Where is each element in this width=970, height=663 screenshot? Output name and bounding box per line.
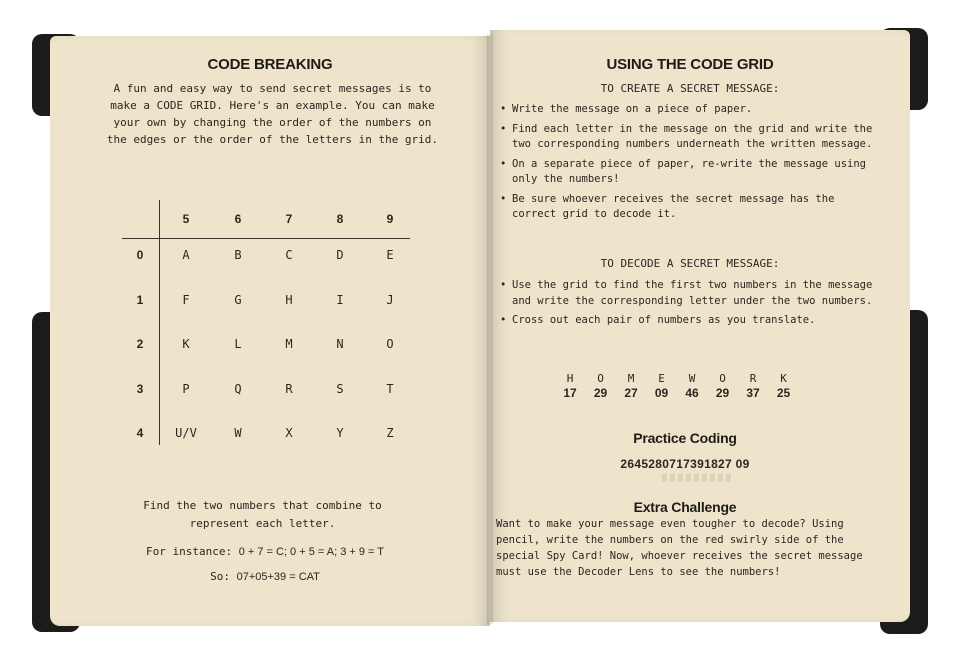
practice-code: 2645280717391827 09 (620, 457, 750, 471)
challenge-paragraph: Want to make your message even tougher to decode? Using pencil, write the numbers on the red swirly side of the special Spy Card! Now, whoever receives the secret message must use the Decoder Lens to see the numbers! (496, 518, 863, 578)
faint-hidden-numbers (662, 474, 732, 482)
grid-row-header: 2 (136, 337, 144, 351)
list-item: • On a separate piece of paper, re-write the message using only the numbers! (500, 157, 880, 188)
practice-title: Practice Coding (633, 430, 737, 446)
find-numbers-text: Find the two numbers that combine to represent each letter. (143, 499, 382, 530)
challenge-title: Extra Challenge (633, 499, 737, 515)
grid-cell: Q (234, 382, 242, 396)
grid-vertical-line (159, 200, 160, 445)
right-page-title: USING THE CODE GRID (606, 56, 774, 73)
example-letter-pair (677, 372, 707, 400)
example-letter-pair (586, 372, 616, 400)
grid-cell: I (336, 293, 344, 307)
decode-steps-list (500, 278, 880, 333)
so-values: 07+05+39 = CAT (236, 571, 320, 583)
list-item: • Find each letter in the message on the grid and write the two corresponding numbers underneath the written message. (500, 122, 880, 153)
grid-cell: M (285, 337, 293, 351)
grid-row-header: 1 (136, 293, 144, 307)
example-prefix: For instance: (145, 545, 233, 558)
example-letter: E (658, 372, 665, 385)
grid-cell: Z (386, 426, 394, 440)
example-number: 25 (776, 386, 791, 400)
example-number: 37 (746, 386, 760, 400)
grid-column-header: 7 (285, 212, 293, 226)
example-number: 29 (715, 386, 730, 400)
grid-cell: N (336, 337, 344, 351)
grid-column-header: 6 (234, 212, 242, 226)
list-item: • Write the message on a piece of paper. (500, 102, 880, 118)
grid-column-header: 9 (386, 212, 394, 226)
example-letter: M (627, 372, 635, 385)
grid-row-header: 3 (136, 382, 144, 396)
grid-column-header: 5 (182, 212, 190, 226)
grid-row-header: 0 (136, 248, 144, 262)
grid-cell: D (336, 248, 344, 262)
so-line (105, 570, 425, 583)
grid-row-header: 4 (136, 426, 144, 440)
intro-paragraph: A fun and easy way to send secret messages is to make a CODE GRID. Here's an example. You can make your own by changing the order of the numbers on the edges or the order of the letters in the grid. (106, 82, 439, 146)
example-letter-pair (738, 372, 768, 400)
example-number: 27 (624, 386, 638, 400)
so-prefix: So: (210, 570, 230, 583)
example-number: 46 (685, 386, 699, 400)
grid-cell: U/V (175, 426, 197, 440)
example-letter: R (749, 372, 757, 385)
grid-cell: A (182, 248, 190, 262)
grid-cell: G (234, 293, 242, 307)
example-letter: W (688, 372, 696, 385)
grid-cell: K (182, 337, 190, 351)
example-letter-pair (647, 372, 677, 400)
example-line (105, 545, 425, 558)
create-steps-list (500, 102, 880, 227)
list-item: • Use the grid to find the first two numbers in the message and write the corresponding letter under the two numbers. (500, 278, 880, 309)
list-item: • Be sure whoever receives the secret message has the correct grid to decode it. (500, 192, 880, 223)
grid-cell: B (234, 248, 242, 262)
grid-cell: Y (336, 426, 344, 440)
grid-cell: O (386, 337, 394, 351)
left-page-title: CODE BREAKING (207, 56, 333, 73)
example-letter: K (780, 372, 787, 385)
grid-cell: J (386, 293, 394, 307)
example-values: 0 + 7 = C; 0 + 5 = A; 3 + 9 = T (238, 546, 385, 558)
book-spine (487, 34, 493, 624)
grid-cell: W (234, 426, 242, 440)
example-number: 17 (563, 386, 577, 400)
grid-horizontal-line (122, 238, 410, 239)
grid-cell: L (234, 337, 242, 351)
grid-cell: T (386, 382, 394, 396)
grid-cell: F (182, 293, 190, 307)
grid-cell: E (386, 248, 394, 262)
grid-cell: H (285, 293, 293, 307)
example-letter-pair (769, 372, 799, 400)
example-letter-pair (616, 372, 646, 400)
grid-cell: C (285, 248, 293, 262)
example-letter: O (597, 372, 604, 385)
code-grid (122, 200, 417, 455)
grid-cell: P (182, 382, 190, 396)
grid-cell: S (336, 382, 344, 396)
grid-column-header: 8 (336, 212, 344, 226)
create-heading: TO CREATE A SECRET MESSAGE: (600, 82, 780, 95)
decode-heading: TO DECODE A SECRET MESSAGE: (600, 257, 780, 270)
example-number: 09 (654, 386, 669, 400)
example-number: 29 (593, 386, 608, 400)
example-letter-pair (708, 372, 738, 400)
example-letter-pair (555, 372, 585, 400)
grid-cell: R (285, 382, 293, 396)
grid-cell: X (285, 426, 293, 440)
example-letter: H (566, 372, 574, 385)
example-letter: O (719, 372, 726, 385)
list-item: • Cross out each pair of numbers as you translate. (500, 313, 880, 329)
